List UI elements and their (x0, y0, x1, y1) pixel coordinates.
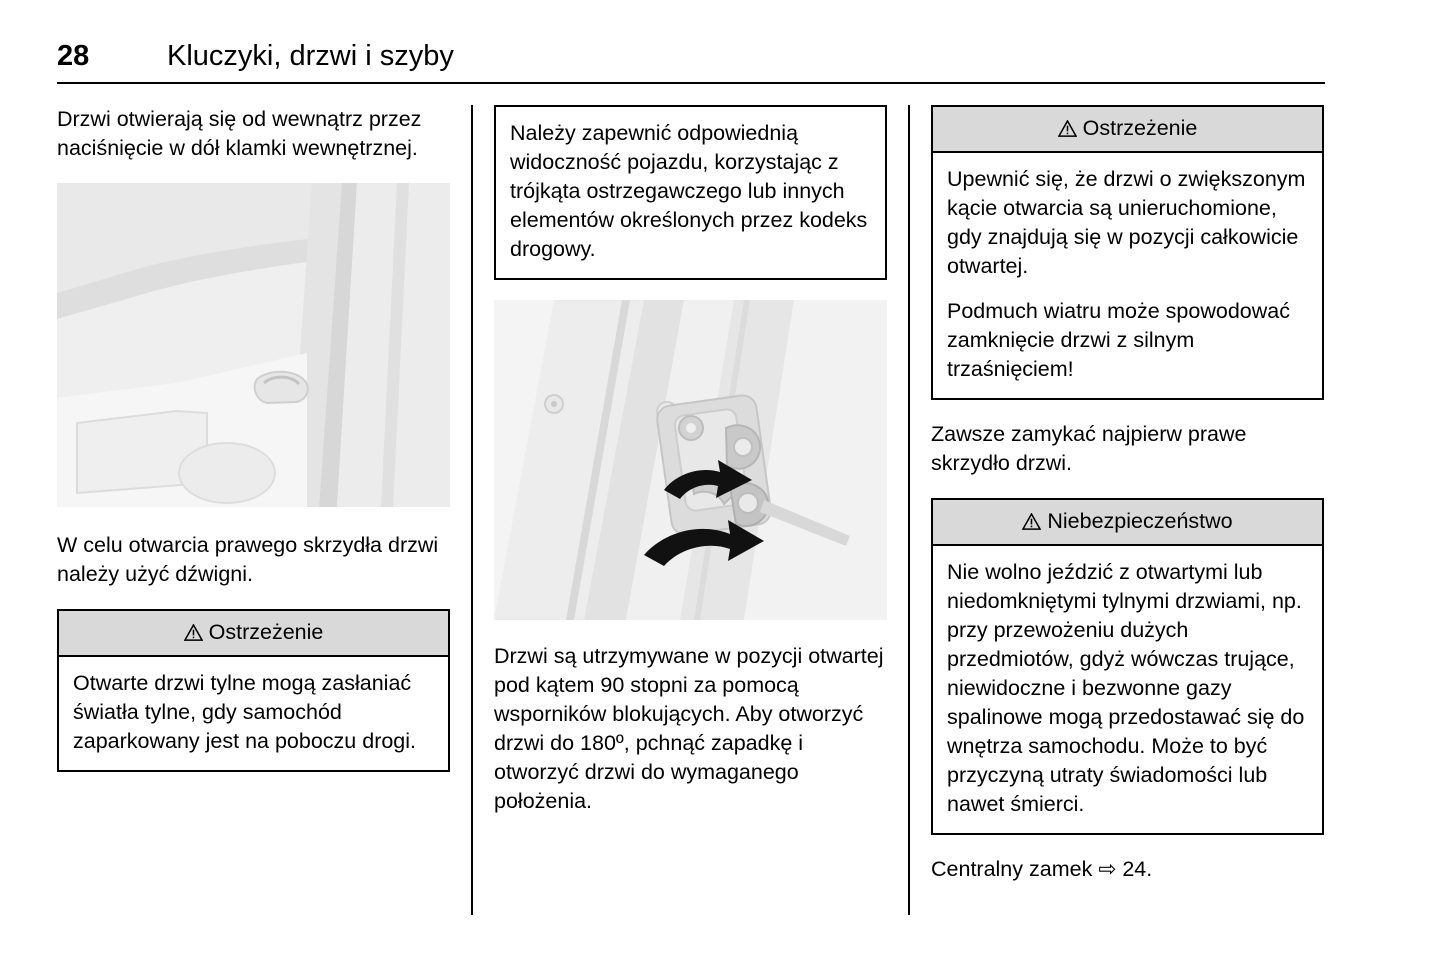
door-latch-bracket-illustration (494, 300, 887, 620)
warning-triangle-icon (1022, 513, 1041, 530)
warning-box-left-header (59, 611, 448, 657)
page-number: 28 (57, 40, 90, 72)
cross-reference-label: Centralny zamek (931, 857, 1093, 881)
note-box-middle-text: Należy zapewnić odpowiednią widoczność pojazdu, korzystając z trójkąta ostrzegawczego lub innych elementów określonych przez kodeks drogowy. (510, 121, 868, 261)
warning-box-right-title: Ostrzeżenie (1082, 116, 1198, 140)
danger-box-right (931, 498, 1324, 835)
column-middle (494, 105, 887, 915)
warning-box-left (57, 609, 450, 772)
warning-box-right (931, 105, 1324, 400)
warning-triangle-icon (1058, 120, 1077, 137)
page-header (57, 40, 1325, 73)
warning-triangle-icon (184, 624, 203, 641)
interior-door-handle-illustration (57, 183, 450, 507)
column-right (931, 105, 1324, 915)
warning-box-left-body (59, 657, 448, 770)
header-divider (57, 82, 1325, 84)
danger-box-right-body (933, 546, 1322, 833)
warning-box-left-text-1: Otwarte drzwi tylne mogą zasłaniać światła tylne, gdy samochód zaparkowany jest na poboczu drogi. (73, 671, 417, 753)
column-divider-1 (450, 105, 494, 915)
danger-box-right-title: Niebezpieczeństwo (1047, 509, 1233, 533)
right-paragraph-1: Zawsze zamykać najpierw prawe skrzydło drzwi. (931, 422, 1247, 475)
danger-box-right-header (933, 500, 1322, 546)
page-title: Kluczyki, drzwi i szyby (167, 40, 454, 72)
column-left (57, 105, 450, 915)
left-paragraph-1: Drzwi otwierają się od wewnątrz przez naciśnięcie w dół klamki wewnętrznej. (57, 107, 422, 160)
cross-reference-arrow-icon: ⇨ (1098, 857, 1117, 881)
left-paragraph-2: W celu otwarcia prawego skrzydła drzwi należy użyć dźwigni. (57, 533, 439, 586)
danger-box-right-text-1: Nie wolno jeździć z otwartymi lub niedomkniętymi tylnymi drzwiami, np. przy przewożeniu dużych przedmiotów, gdyż wówczas trujące, niewidoczne i bezwonne gazy spalinowe mogą przedostawać się do wnętrza samochodu. Może to być przyczyną utraty świadomości lub nawet śmierci. (947, 560, 1305, 816)
note-box-middle (494, 105, 887, 280)
warning-box-right-body (933, 153, 1322, 398)
warning-box-right-header (933, 107, 1322, 153)
cross-reference (931, 855, 1324, 884)
cross-reference-page: 24. (1122, 857, 1153, 881)
middle-paragraph-1: Drzwi są utrzymywane w pozycji otwartej pod kątem 90 stopni za pomocą wsporników blokujących. Aby otworzyć drzwi do 180º, pchnąć zapadkę i otworzyć drzwi do wymaganego położenia. (494, 644, 884, 813)
content-columns (57, 105, 1325, 915)
note-box-middle-body (496, 107, 885, 278)
warning-box-left-title: Ostrzeżenie (208, 620, 324, 644)
warning-box-right-text-2: Podmuch wiatru może spowodować zamknięcie drzwi z silnym trzaśnięciem! (947, 299, 1290, 381)
column-divider-2 (887, 105, 931, 915)
warning-box-right-text-1: Upewnić się, że drzwi o zwiększonym kącie otwarcia są unieruchomione, gdy znajdują się w pozycji całkowicie otwartej. (947, 167, 1306, 278)
